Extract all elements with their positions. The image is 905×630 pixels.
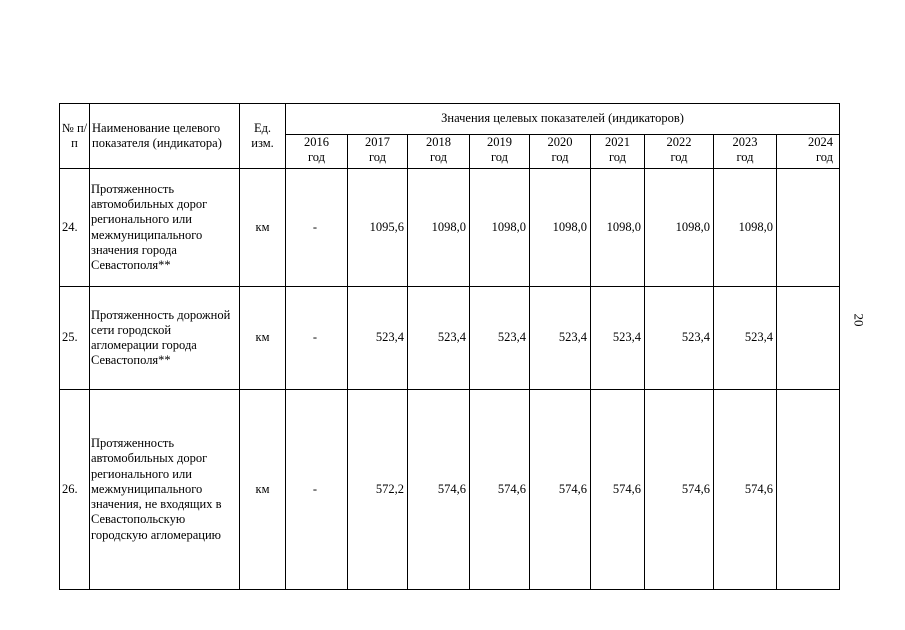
header-year-2017: 2017 год — [348, 135, 408, 169]
header-col-unit: Ед. изм. — [240, 104, 286, 169]
value-2018: 574,6 — [408, 390, 470, 590]
indicators-table — [59, 103, 840, 590]
header-year-2023: 2023 год — [714, 135, 777, 169]
value-2016: - — [286, 390, 348, 590]
value-2021: 574,6 — [591, 390, 645, 590]
table-row — [60, 390, 840, 590]
header-col-name: Наименование целевого показателя (индикатора) — [90, 104, 240, 169]
value-2019: 523,4 — [470, 287, 530, 390]
value-2017: 523,4 — [348, 287, 408, 390]
value-2020: 523,4 — [530, 287, 591, 390]
header-year-2016: 2016 год — [286, 135, 348, 169]
unit-cell: км — [240, 390, 286, 590]
value-2022: 574,6 — [645, 390, 714, 590]
value-2016: - — [286, 169, 348, 287]
header-values-group: Значения целевых показателей (индикаторов) — [286, 104, 840, 135]
row-number: 24. — [60, 169, 90, 287]
value-2019: 574,6 — [470, 390, 530, 590]
value-2018: 1098,0 — [408, 169, 470, 287]
value-2024 — [777, 287, 840, 390]
value-2018: 523,4 — [408, 287, 470, 390]
header-year-2021: 2021 год — [591, 135, 645, 169]
page-number: 20 — [851, 313, 867, 327]
header-year-2024: 2024 год — [777, 135, 840, 169]
value-2023: 1098,0 — [714, 169, 777, 287]
value-2022: 1098,0 — [645, 169, 714, 287]
value-2020: 574,6 — [530, 390, 591, 590]
value-2021: 523,4 — [591, 287, 645, 390]
value-2023: 574,6 — [714, 390, 777, 590]
value-2024 — [777, 169, 840, 287]
indicator-name: Протяженность дорожной сети городской агломерации города Севастополя** — [90, 287, 240, 390]
value-2022: 523,4 — [645, 287, 714, 390]
header-year-2019: 2019 год — [470, 135, 530, 169]
header-year-2020: 2020 год — [530, 135, 591, 169]
value-2024 — [777, 390, 840, 590]
table-row — [60, 169, 840, 287]
value-2019: 1098,0 — [470, 169, 530, 287]
header-year-2018: 2018 год — [408, 135, 470, 169]
value-2020: 1098,0 — [530, 169, 591, 287]
table-row — [60, 287, 840, 390]
header-year-2022: 2022 год — [645, 135, 714, 169]
value-2017: 572,2 — [348, 390, 408, 590]
value-2017: 1095,6 — [348, 169, 408, 287]
indicator-name: Протяженность автомобильных дорог регионального или межмуниципального значения, не входящих в Севастопольскую городскую агломерацию — [90, 390, 240, 590]
value-2016: - — [286, 287, 348, 390]
indicator-name: Протяженность автомобильных дорог регионального или межмуниципального значения города Севастополя** — [90, 169, 240, 287]
header-col-num: № п/п — [60, 104, 90, 169]
row-number: 26. — [60, 390, 90, 590]
unit-cell: км — [240, 287, 286, 390]
row-number: 25. — [60, 287, 90, 390]
value-2021: 1098,0 — [591, 169, 645, 287]
value-2023: 523,4 — [714, 287, 777, 390]
unit-cell: км — [240, 169, 286, 287]
